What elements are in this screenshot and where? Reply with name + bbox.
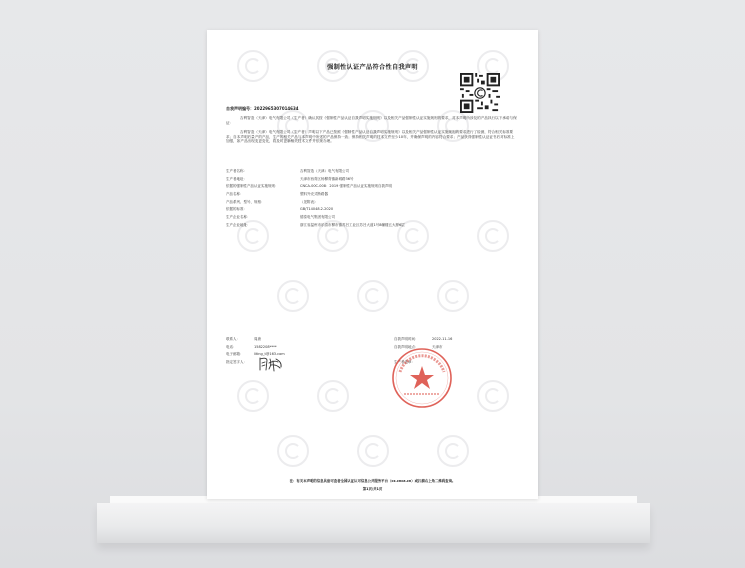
product-fields (226, 168, 526, 230)
signature-block: 联系人： 周唐 自我声明时间： 2022-11-16 电话： 1582208**** 自我声明地点： 天津市 电子邮箱： liting_t@163.com 指定签字人： 生产者盖章： (226, 337, 453, 365)
footnote: 注：有关本声明的信息具备可查者全国认证认可信息公共服务平台（cx.cnca.cn）或扫描右上角二维码查询。 (289, 479, 456, 483)
handwritten-signature (258, 356, 284, 372)
field-row: 生产者名称： 吉利智造（天津）电气有限公司 (226, 169, 349, 173)
page-number: 第1页/共1页 (362, 487, 383, 491)
field-row: 生产企业地址： 浙江省温州市乐清市柳市镇苏吕工业区苏吕大道1号8幢楼五大厦6层 (226, 222, 405, 227)
field-row: 产品系列、型号、规格： （见附表） (226, 199, 318, 204)
field-row: 生产者地址： 天津市西青区杨柳青镇新城路36号 (226, 176, 354, 181)
declaration-paragraph: 吉利智造（天津）电气有限公司（生产者）声明以下产品已按照《强制性产品认证自我声明实施规则》以及相关产品强制性认证实施规则的要求进行了检测，符合相关标准要求；自本声明后量产的产品，生产的相关产品与本声明中所述的产品保持一致；保持相关声明的技术文件至少10年，并确保声明的内容符合要求；产品获得强制性认证证书后对标准上加强，如产品出现变更变化，将及时更新相关技术文件并依规办理。 (226, 130, 515, 144)
document-title: 强制性认证产品符合性自我声明 (327, 64, 418, 71)
declaration-document (207, 30, 538, 499)
display-shelf (97, 503, 650, 543)
declaration-number: 自我声明编号：2022965307014634 (226, 106, 299, 111)
commitment-paragraph: 吉利智造（天津）电气有限公司（生产者）确认其按《强制性产品认证自我声明实施细则》以及相关产品强制性认证实施规则的要求，对本声明所涉及的产品执行以下承诺与保证： (226, 116, 517, 125)
company-seal-stamp (390, 346, 454, 410)
field-row: 生产企业名称： 德泰电气集团有限公司 (226, 215, 335, 220)
field-row: 依据的强制性产品认证实施规则： CNCA-00C-008：2019 强制性产品认证实施规则自我声明 (226, 184, 392, 189)
field-row: 依据的标准： GB/T14048.2-2020 (226, 207, 334, 212)
field-row: 产品名称： 塑料外壳式断路器 (226, 192, 328, 197)
qr-code-icon[interactable] (460, 72, 500, 114)
